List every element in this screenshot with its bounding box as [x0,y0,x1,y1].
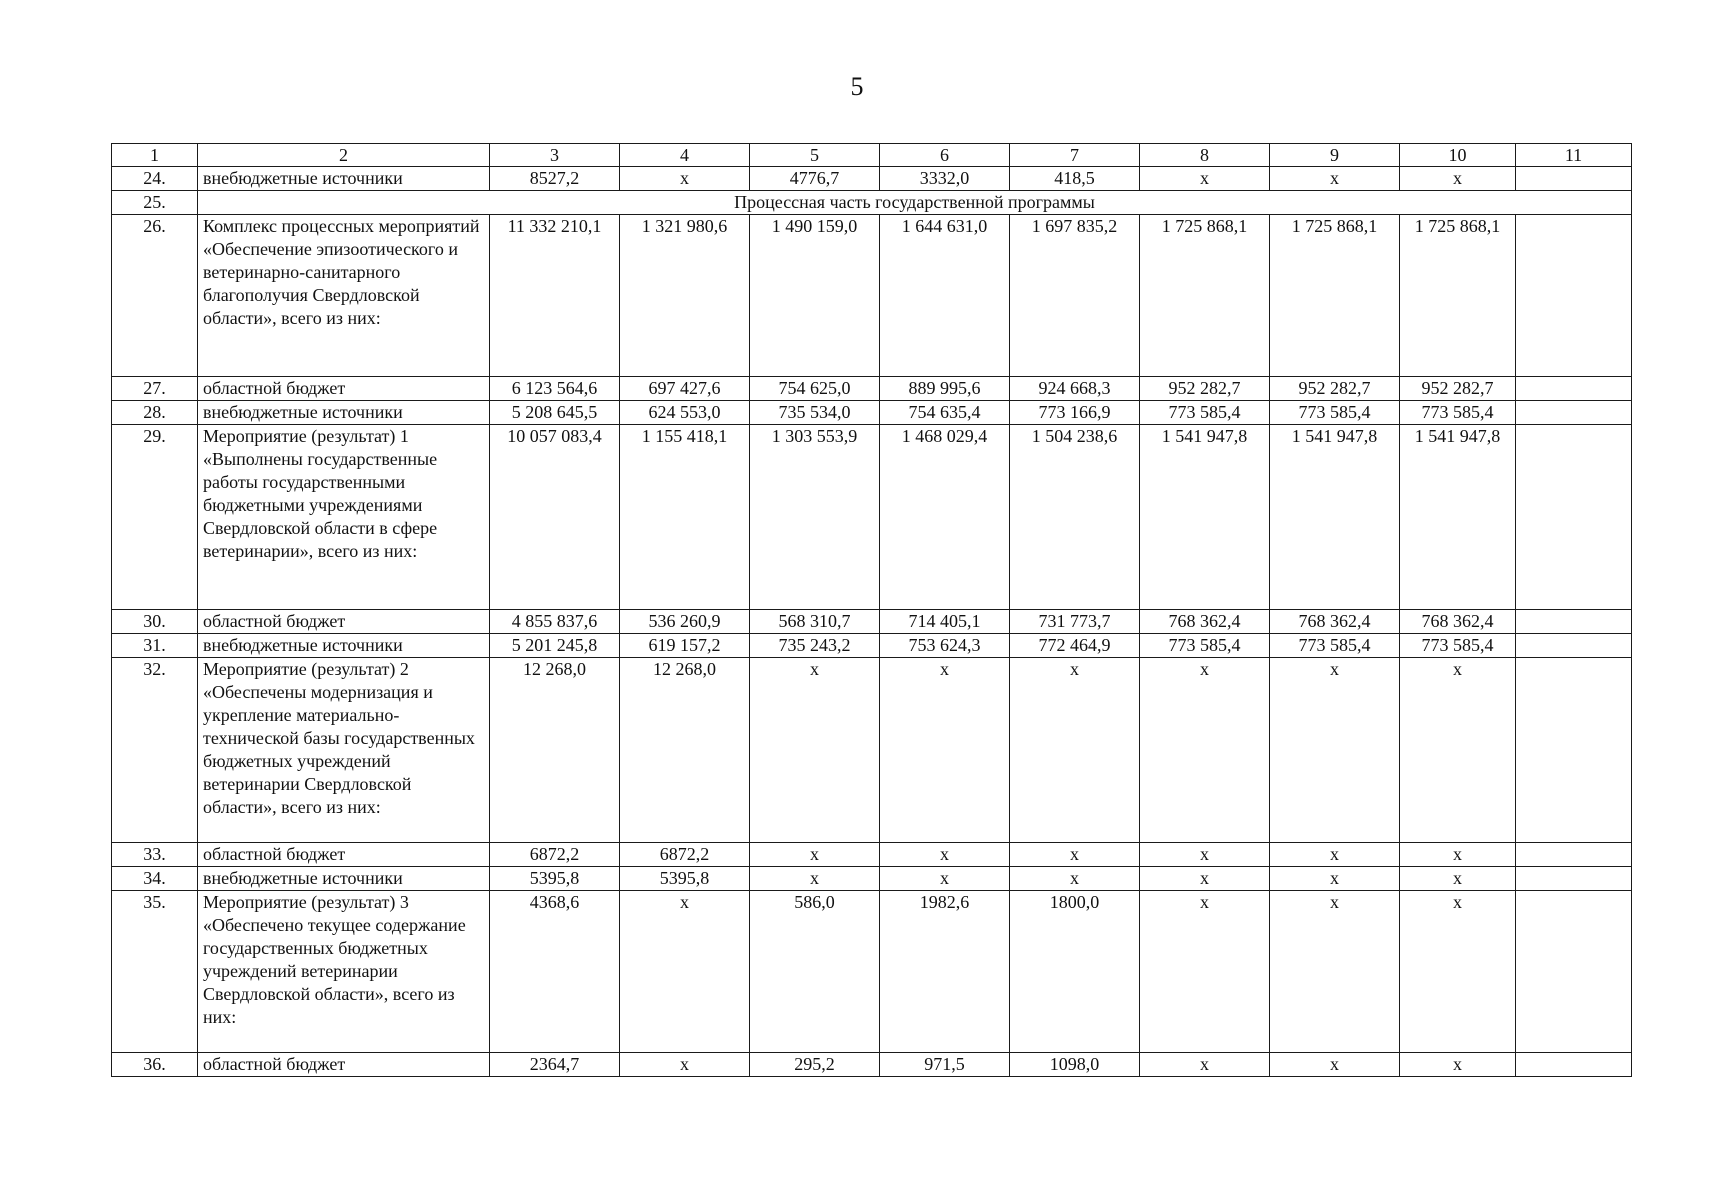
value-cell-col-10: х [1400,1053,1516,1077]
value-cell-col-4: х [620,891,750,1053]
row-name: Мероприятие (результат) 1 «Выполнены государственные работы государственными бюджетными учреждениями Свердловской области в сфере ветеринарии», всего из них: [198,425,490,610]
row-number: 25. [112,191,198,215]
row-name: областной бюджет [198,1053,490,1077]
value-cell-col-10: х [1400,658,1516,843]
value-cell-col-5: 1 490 159,0 [750,215,880,377]
table-row [112,377,1632,401]
value-cell-col-9: х [1270,1053,1400,1077]
table-row [112,401,1632,425]
column-number-7: 7 [1010,144,1140,167]
row-name: областной бюджет [198,610,490,634]
column-number-4: 4 [620,144,750,167]
value-cell-col-5: х [750,867,880,891]
column-number-11: 11 [1516,144,1632,167]
column-number-1: 1 [112,144,198,167]
value-cell-col-7: 772 464,9 [1010,634,1140,658]
value-cell-col-10: х [1400,867,1516,891]
value-cell-col-10: 1 725 868,1 [1400,215,1516,377]
column-number-10: 10 [1400,144,1516,167]
table-row [112,867,1632,891]
value-cell-col-7: 1800,0 [1010,891,1140,1053]
value-cell-col-4: 6872,2 [620,843,750,867]
value-cell-col-5: 1 303 553,9 [750,425,880,610]
value-cell-col-3: 12 268,0 [490,658,620,843]
row-name: Мероприятие (результат) 2 «Обеспечены модернизация и укрепление материально- технической базы государственных бюджетных учреждений ветеринарии Свердловской области», всего из них: [198,658,490,843]
value-cell-col-3: 11 332 210,1 [490,215,620,377]
row-name: областной бюджет [198,843,490,867]
value-cell-col-8: х [1140,891,1270,1053]
value-cell-col-9: х [1270,167,1400,191]
table-row [112,891,1632,1053]
column-number-6: 6 [880,144,1010,167]
value-cell-col-7: 418,5 [1010,167,1140,191]
value-cell-col-11 [1516,425,1632,610]
table-row [112,843,1632,867]
value-cell-col-6: 971,5 [880,1053,1010,1077]
value-cell-col-7: 1098,0 [1010,1053,1140,1077]
value-cell-col-6: 1982,6 [880,891,1010,1053]
row-number: 35. [112,891,198,1053]
value-cell-col-8: 1 541 947,8 [1140,425,1270,610]
value-cell-col-6: 714 405,1 [880,610,1010,634]
value-cell-col-8: 773 585,4 [1140,634,1270,658]
value-cell-col-11 [1516,843,1632,867]
value-cell-col-11 [1516,1053,1632,1077]
table-row [112,658,1632,843]
value-cell-col-6: 1 468 029,4 [880,425,1010,610]
value-cell-col-5: х [750,658,880,843]
row-number: 36. [112,1053,198,1077]
value-cell-col-8: х [1140,658,1270,843]
column-number-5: 5 [750,144,880,167]
value-cell-col-9: 1 725 868,1 [1270,215,1400,377]
value-cell-col-4: 619 157,2 [620,634,750,658]
table-row [112,215,1632,377]
value-cell-col-4: 1 321 980,6 [620,215,750,377]
value-cell-col-10: х [1400,891,1516,1053]
value-cell-col-11 [1516,610,1632,634]
value-cell-col-9: 768 362,4 [1270,610,1400,634]
value-cell-col-3: 2364,7 [490,1053,620,1077]
value-cell-col-5: 754 625,0 [750,377,880,401]
value-cell-col-6: х [880,843,1010,867]
column-number-9: 9 [1270,144,1400,167]
value-cell-col-4: 697 427,6 [620,377,750,401]
value-cell-col-6: 754 635,4 [880,401,1010,425]
column-number-3: 3 [490,144,620,167]
value-cell-col-8: х [1140,867,1270,891]
value-cell-col-11 [1516,215,1632,377]
row-number: 24. [112,167,198,191]
row-number: 30. [112,610,198,634]
value-cell-col-11 [1516,891,1632,1053]
value-cell-col-7: 1 504 238,6 [1010,425,1140,610]
value-cell-col-6: 889 995,6 [880,377,1010,401]
value-cell-col-9: х [1270,891,1400,1053]
value-cell-col-11 [1516,634,1632,658]
value-cell-col-8: 952 282,7 [1140,377,1270,401]
row-number: 28. [112,401,198,425]
value-cell-col-11 [1516,401,1632,425]
value-cell-col-7: 924 668,3 [1010,377,1140,401]
value-cell-col-9: 952 282,7 [1270,377,1400,401]
value-cell-col-6: 3332,0 [880,167,1010,191]
value-cell-col-3: 5 201 245,8 [490,634,620,658]
value-cell-col-7: 731 773,7 [1010,610,1140,634]
value-cell-col-9: х [1270,843,1400,867]
row-name: внебюджетные источники [198,634,490,658]
value-cell-col-4: 12 268,0 [620,658,750,843]
value-cell-col-4: 624 553,0 [620,401,750,425]
section-title: Процессная часть государственной программы [198,191,1632,215]
value-cell-col-8: 1 725 868,1 [1140,215,1270,377]
value-cell-col-11 [1516,867,1632,891]
row-name: Мероприятие (результат) 3 «Обеспечено текущее содержание государственных бюджетных учреждений ветеринарии Свердловской области», всего из них: [198,891,490,1053]
row-number: 26. [112,215,198,377]
table-row [112,634,1632,658]
row-name: внебюджетные источники [198,167,490,191]
value-cell-col-7: 1 697 835,2 [1010,215,1140,377]
value-cell-col-5: 295,2 [750,1053,880,1077]
page-number: 5 [850,72,864,101]
value-cell-col-3: 6 123 564,6 [490,377,620,401]
value-cell-col-5: 735 534,0 [750,401,880,425]
row-number: 27. [112,377,198,401]
value-cell-col-5: 4776,7 [750,167,880,191]
value-cell-col-7: х [1010,867,1140,891]
value-cell-col-10: х [1400,843,1516,867]
value-cell-col-10: 773 585,4 [1400,634,1516,658]
value-cell-col-4: 536 260,9 [620,610,750,634]
value-cell-col-9: х [1270,658,1400,843]
table-row [112,167,1632,191]
budget-table [111,143,1632,1077]
row-number: 33. [112,843,198,867]
row-name: Комплекс процессных мероприятий «Обеспечение эпизоотического и ветеринарно-санитарного благополучия Свердловской области», всего из них: [198,215,490,377]
value-cell-col-8: х [1140,843,1270,867]
value-cell-col-8: х [1140,1053,1270,1077]
value-cell-col-11 [1516,167,1632,191]
value-cell-col-8: 773 585,4 [1140,401,1270,425]
value-cell-col-9: 773 585,4 [1270,401,1400,425]
row-number: 32. [112,658,198,843]
value-cell-col-6: х [880,658,1010,843]
value-cell-col-8: х [1140,167,1270,191]
value-cell-col-10: 1 541 947,8 [1400,425,1516,610]
value-cell-col-10: 773 585,4 [1400,401,1516,425]
row-number: 34. [112,867,198,891]
row-number: 29. [112,425,198,610]
value-cell-col-9: х [1270,867,1400,891]
table-row [112,1053,1632,1077]
value-cell-col-5: х [750,843,880,867]
value-cell-col-3: 5395,8 [490,867,620,891]
value-cell-col-7: х [1010,658,1140,843]
table-row [112,610,1632,634]
value-cell-col-3: 8527,2 [490,167,620,191]
value-cell-col-4: х [620,1053,750,1077]
row-name: внебюджетные источники [198,401,490,425]
value-cell-col-5: 568 310,7 [750,610,880,634]
value-cell-col-6: 753 624,3 [880,634,1010,658]
value-cell-col-7: 773 166,9 [1010,401,1140,425]
value-cell-col-10: х [1400,167,1516,191]
table-row [112,425,1632,610]
value-cell-col-3: 10 057 083,4 [490,425,620,610]
value-cell-col-4: 5395,8 [620,867,750,891]
table-body [112,144,1632,1077]
column-number-8: 8 [1140,144,1270,167]
value-cell-col-6: 1 644 631,0 [880,215,1010,377]
value-cell-col-3: 6872,2 [490,843,620,867]
value-cell-col-11 [1516,377,1632,401]
value-cell-col-7: х [1010,843,1140,867]
value-cell-col-3: 5 208 645,5 [490,401,620,425]
value-cell-col-9: 773 585,4 [1270,634,1400,658]
value-cell-col-10: 768 362,4 [1400,610,1516,634]
value-cell-col-3: 4368,6 [490,891,620,1053]
value-cell-col-4: х [620,167,750,191]
value-cell-col-5: 735 243,2 [750,634,880,658]
row-name: внебюджетные источники [198,867,490,891]
column-number-row [112,144,1632,167]
value-cell-col-5: 586,0 [750,891,880,1053]
value-cell-col-3: 4 855 837,6 [490,610,620,634]
value-cell-col-6: х [880,867,1010,891]
value-cell-col-11 [1516,658,1632,843]
value-cell-col-4: 1 155 418,1 [620,425,750,610]
row-number: 31. [112,634,198,658]
value-cell-col-10: 952 282,7 [1400,377,1516,401]
value-cell-col-9: 1 541 947,8 [1270,425,1400,610]
row-name: областной бюджет [198,377,490,401]
column-number-2: 2 [198,144,490,167]
table-row [112,191,1632,215]
value-cell-col-8: 768 362,4 [1140,610,1270,634]
